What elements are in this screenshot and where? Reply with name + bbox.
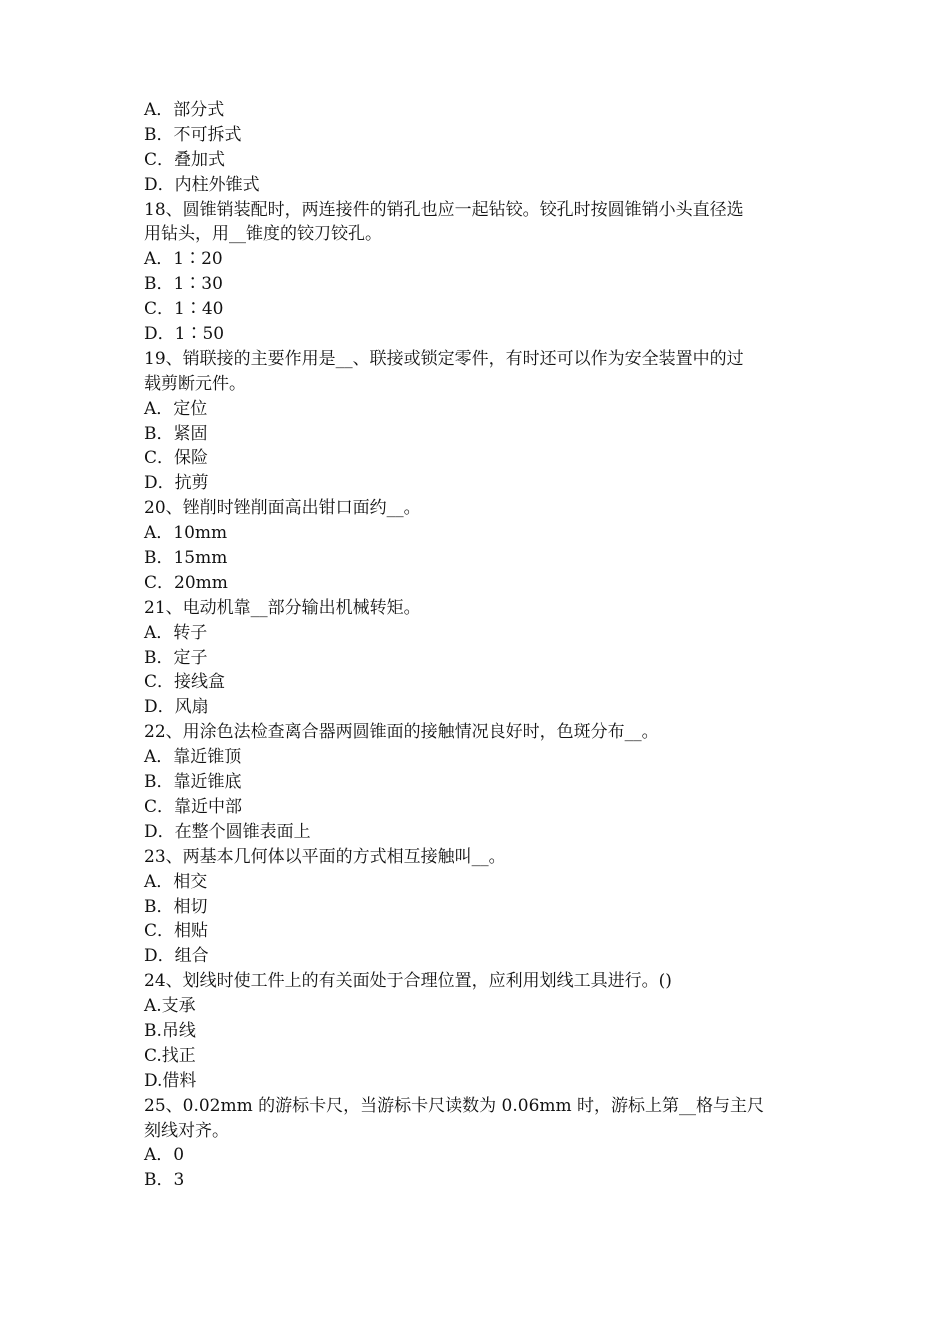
question-18-line-2: 用钻头，用__锥度的铰刀铰孔。 [144,224,382,245]
option-line: D．抗剪 [144,473,209,494]
option-line: B．定子 [144,647,208,668]
question-19-line-1: 19、销联接的主要作用是__、联接或锁定零件，有时还可以作为安全装置中的过 [144,348,744,369]
option-line: D.借料 [144,1070,197,1091]
option-line: A．定位 [144,398,208,419]
option-line: A．10mm [144,523,228,544]
option-line: C．靠近中部 [144,796,243,817]
question-25-line-2: 刻线对齐。 [144,1120,229,1141]
option-line: D．组合 [144,946,209,967]
option-line: A．1∶20 [144,249,223,270]
option-line: D．内柱外锥式 [144,174,260,195]
option-line: C．保险 [144,448,209,469]
option-line: B．1∶30 [144,274,223,295]
option-line: B.吊线 [144,1020,196,1041]
option-line: D．在整个圆锥表面上 [144,821,311,842]
option-line: B．15mm [144,548,228,569]
option-line: B．相切 [144,896,208,917]
option-line: A．0 [144,1145,185,1166]
question-25-line-1: 25、0.02mm 的游标卡尺，当游标卡尺读数为 0.06mm 时，游标上第__格与主尺 [144,1095,765,1116]
option-line: C．相贴 [144,921,209,942]
option-line: D．1∶50 [144,324,225,345]
option-line: A．部分式 [144,100,225,120]
question-18-line-1: 18、圆锥销装配时，两连接件的销孔也应一起钻铰。铰孔时按圆锥销小头直径选 [144,199,744,220]
question-24: 24、划线时使工件上的有关面处于合理位置，应利用划线工具进行。() [144,971,672,992]
option-line: B．靠近锥底 [144,772,242,793]
question-20: 20、锉削时锉削面高出钳口面约__。 [144,498,421,519]
option-line: A．转子 [144,622,208,643]
option-line: C．1∶40 [144,299,224,320]
option-line: A．相交 [144,871,208,892]
option-line: B．3 [144,1170,185,1191]
option-line: B．不可拆式 [144,124,242,145]
question-list [144,98,814,1193]
question-21: 21、电动机靠__部分输出机械转矩。 [144,597,421,618]
question-23: 23、两基本几何体以平面的方式相互接触叫__。 [144,846,506,867]
option-line: A．靠近锥顶 [144,747,242,768]
option-line: C．20mm [144,572,228,593]
option-line: B．紧固 [144,423,208,444]
option-line: C．接线盒 [144,672,226,693]
option-line: A.支承 [144,996,196,1017]
question-22: 22、用涂色法检查离合器两圆锥面的接触情况良好时，色斑分布__。 [144,722,659,743]
option-line: D．风扇 [144,697,209,718]
option-line: C.找正 [144,1045,196,1066]
question-19-line-2: 载剪断元件。 [144,373,246,394]
option-line: C．叠加式 [144,149,226,170]
